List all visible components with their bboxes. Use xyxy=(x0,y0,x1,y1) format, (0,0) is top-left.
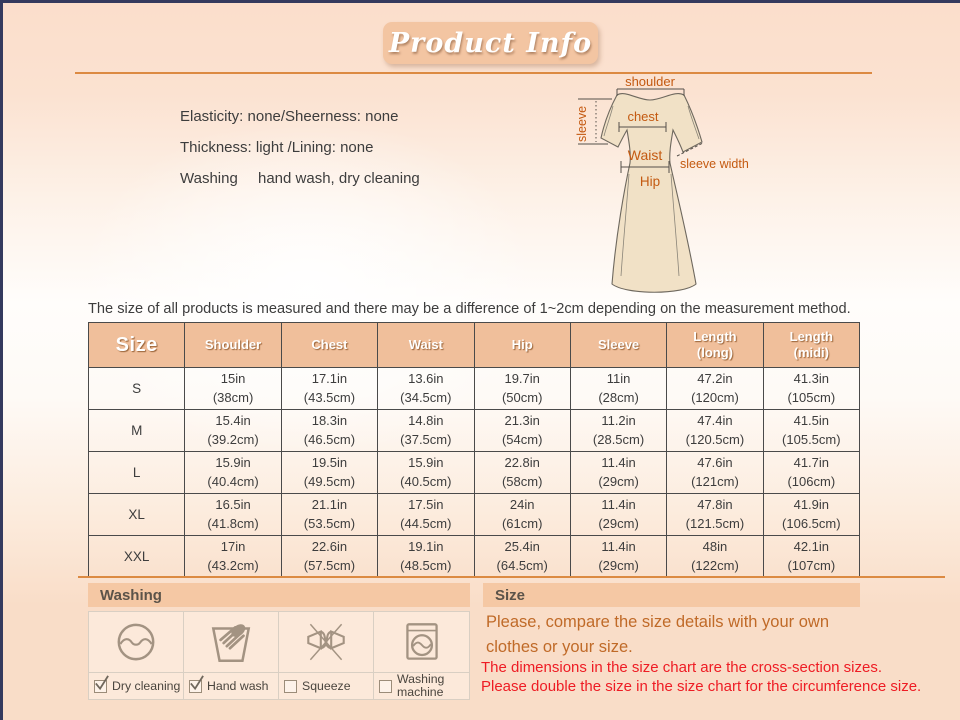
measurement-cell: 15in (38cm) xyxy=(185,368,281,410)
measurement-cell: 21.1in (53.5cm) xyxy=(281,494,377,536)
detail-washing xyxy=(180,170,420,187)
measurement-cell: 22.6in (57.5cm) xyxy=(281,536,377,578)
size-table-col: Sleeve xyxy=(570,323,666,368)
slide-top-border xyxy=(0,0,960,3)
measurement-cell: 41.3in (105cm) xyxy=(763,368,859,410)
care-checkbox[interactable] xyxy=(379,680,392,693)
size-table-col: Shoulder xyxy=(185,323,281,368)
measurement-cell: 47.8in (121.5cm) xyxy=(667,494,763,536)
size-label: L xyxy=(89,452,185,494)
care-item xyxy=(374,612,469,699)
size-table-col: Length (midi) xyxy=(763,323,859,368)
size-table-col-size: Size xyxy=(89,323,185,368)
diagram-label-shoulder: shoulder xyxy=(625,74,675,89)
size-label: XL xyxy=(89,494,185,536)
diagram-label-sleeve-width: sleeve width xyxy=(680,157,749,171)
washing-section-header xyxy=(88,583,470,607)
care-checkbox[interactable] xyxy=(189,680,202,693)
diagram-label-hip: Hip xyxy=(639,174,661,189)
detail-washing-value: hand wash, dry cleaning xyxy=(258,170,420,187)
measurement-cell: 11.4in (29cm) xyxy=(570,536,666,578)
measurement-cell: 15.9in (40.4cm) xyxy=(185,452,281,494)
care-checkbox[interactable] xyxy=(284,680,297,693)
measurement-cell: 17in (43.2cm) xyxy=(185,536,281,578)
care-checkbox[interactable] xyxy=(94,680,107,693)
washing-machine-icon xyxy=(374,612,469,673)
size-compare-note: Please, compare the size details with your own clothes or your size. xyxy=(486,613,830,656)
measurement-cell: 25.4in (64.5cm) xyxy=(474,536,570,578)
dry-cleaning-icon xyxy=(89,612,183,673)
size-table-col: Hip xyxy=(474,323,570,368)
measurement-cell: 41.5in (105.5cm) xyxy=(763,410,859,452)
detail-washing-label: Washing xyxy=(180,170,238,187)
size-section-header xyxy=(483,583,860,607)
diagram-label-waist: Waist xyxy=(627,147,663,163)
page-title: Product Info xyxy=(388,27,593,59)
size-warning-line2: Please double the size in the size chart for the circumference size. xyxy=(481,678,922,695)
measurement-cell: 15.4in (39.2cm) xyxy=(185,410,281,452)
size-table-row xyxy=(89,536,860,578)
measurement-cell: 48in (122cm) xyxy=(667,536,763,578)
measurement-cell: 19.5in (49.5cm) xyxy=(281,452,377,494)
care-item-label: Dry cleaning xyxy=(112,678,181,693)
measurement-cell: 11.2in (28.5cm) xyxy=(570,410,666,452)
measurement-cell: 41.9in (106.5cm) xyxy=(763,494,859,536)
detail-elasticity: Elasticity: none/Sheerness: none xyxy=(180,108,399,125)
size-table-col: Waist xyxy=(378,323,474,368)
size-table-row xyxy=(89,368,860,410)
size-label: M xyxy=(89,410,185,452)
bottom-divider xyxy=(78,576,945,578)
slide-left-border xyxy=(0,0,3,720)
measurement-cell: 11in (28cm) xyxy=(570,368,666,410)
measurement-cell: 17.1in (43.5cm) xyxy=(281,368,377,410)
diagram-label-sleeve: sleeve xyxy=(575,105,589,142)
size-warning-line1: The dimensions in the size chart are the cross-section sizes. xyxy=(481,659,883,676)
care-item xyxy=(279,612,374,699)
size-table-col: Chest xyxy=(281,323,377,368)
care-item-label-row xyxy=(184,673,278,699)
care-item xyxy=(184,612,279,699)
size-table-head xyxy=(89,323,860,368)
measurement-cell: 47.4in (120.5cm) xyxy=(667,410,763,452)
measurement-cell: 18.3in (46.5cm) xyxy=(281,410,377,452)
measurement-cell: 24in (61cm) xyxy=(474,494,570,536)
product-details xyxy=(180,108,420,201)
care-item-label-row xyxy=(89,673,183,699)
measurement-cell: 13.6in (34.5cm) xyxy=(378,368,474,410)
dress-measurement-diagram xyxy=(556,74,768,300)
size-label: XXL xyxy=(89,536,185,578)
diagram-label-chest: chest xyxy=(627,109,659,124)
measurement-cell: 42.1in (107cm) xyxy=(763,536,859,578)
washing-care-table xyxy=(88,611,470,700)
detail-thickness: Thickness: light /Lining: none xyxy=(180,139,374,156)
hand-wash-icon xyxy=(184,612,278,673)
measurement-note: The size of all products is measured and there may be a difference of 1~2cm depending on the measurement method. xyxy=(88,301,851,317)
size-section-title: Size xyxy=(495,586,526,604)
size-table xyxy=(88,322,860,578)
measurement-cell: 47.6in (121cm) xyxy=(667,452,763,494)
size-table-row xyxy=(89,410,860,452)
washing-section-title: Washing xyxy=(100,586,162,604)
measurement-cell: 15.9in (40.5cm) xyxy=(378,452,474,494)
page-title-banner xyxy=(383,22,598,64)
measurement-cell: 17.5in (44.5cm) xyxy=(378,494,474,536)
care-item-label: Washing machine xyxy=(397,672,445,699)
measurement-cell: 47.2in (120cm) xyxy=(667,368,763,410)
care-item-label-row xyxy=(279,673,373,699)
measurement-cell: 16.5in (41.8cm) xyxy=(185,494,281,536)
measurement-cell: 21.3in (54cm) xyxy=(474,410,570,452)
measurement-cell: 19.7in (50cm) xyxy=(474,368,570,410)
squeeze-icon xyxy=(279,612,373,673)
size-label: S xyxy=(89,368,185,410)
measurement-cell: 11.4in (29cm) xyxy=(570,452,666,494)
size-table-row xyxy=(89,452,860,494)
measurement-cell: 22.8in (58cm) xyxy=(474,452,570,494)
care-item-label-row xyxy=(374,673,469,699)
measurement-cell: 19.1in (48.5cm) xyxy=(378,536,474,578)
size-table-body xyxy=(89,368,860,578)
measurement-cell: 11.4in (29cm) xyxy=(570,494,666,536)
measurement-cell: 14.8in (37.5cm) xyxy=(378,410,474,452)
care-item xyxy=(89,612,184,699)
size-warning xyxy=(481,658,956,696)
measurement-cell: 41.7in (106cm) xyxy=(763,452,859,494)
care-item-label: Squeeze xyxy=(302,678,351,693)
size-table-col: Length (long) xyxy=(667,323,763,368)
care-item-label: Hand wash xyxy=(207,678,269,693)
size-table-row xyxy=(89,494,860,536)
